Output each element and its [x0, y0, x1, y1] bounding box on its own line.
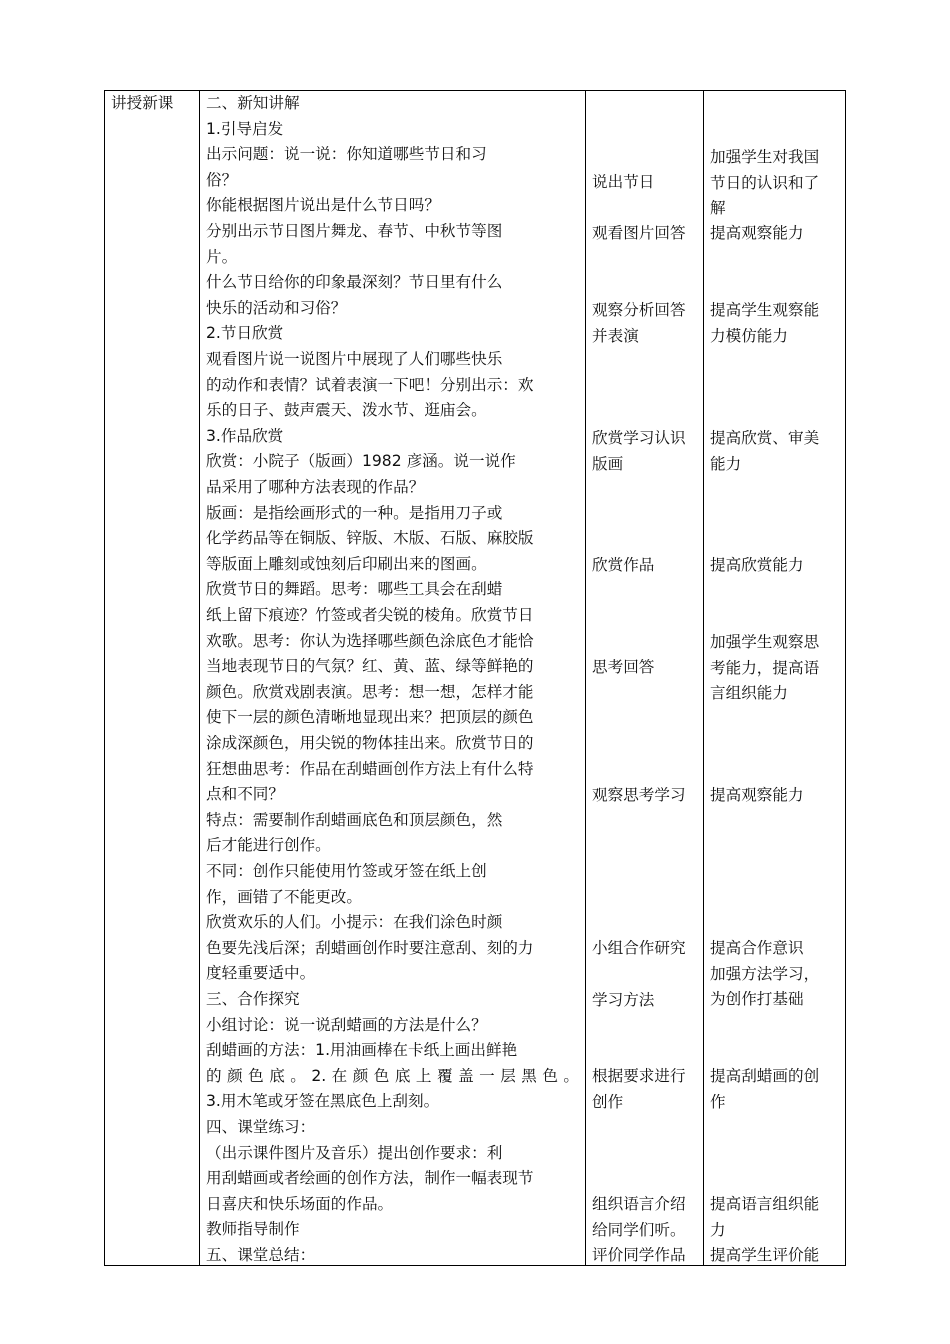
activity-line: 学习方法: [592, 991, 655, 1009]
content-line: 教师指导制作: [206, 1220, 300, 1239]
activity-line: 根据要求进行: [592, 1067, 686, 1085]
content-line: 化学药品等在铜版、锌版、木版、石版、麻胶版: [206, 529, 534, 548]
content-line: 用刮蜡画或者绘画的创作方法，制作一幅表现节: [206, 1169, 534, 1188]
intent-line: 言组织能力: [710, 684, 788, 703]
content-line: 2.节日欣赏: [206, 324, 284, 343]
content-line: 狂想曲思考：作品在刮蜡画创作方法上有什么特: [206, 759, 534, 778]
content-line: 点和不同？: [206, 785, 284, 804]
lesson-plan-table: [104, 90, 846, 1266]
content-line: 1.引导启发: [206, 119, 284, 138]
intent-line: 提高欣赏能力: [710, 556, 804, 574]
content-line: 小组讨论：说一说刮蜡画的方法是什么？: [206, 1015, 487, 1034]
content-line: 纸上留下痕迹？竹签或者尖锐的棱角。欣赏节日: [206, 606, 534, 624]
activity-line: 欣赏学习认识: [592, 429, 686, 447]
content-line: 当地表现节日的气氛？红、黄、蓝、绿等鲜艳的: [206, 657, 534, 676]
content-line: 三、合作探究: [206, 990, 300, 1008]
content-line: 日喜庆和快乐场面的作品。: [206, 1194, 394, 1213]
content-line: 涂成深颜色，用尖锐的物体挂出来。欣赏节日的: [206, 734, 534, 752]
content-line: 快乐的活动和习俗？: [206, 298, 347, 317]
content-line: 度轻重要适中。: [206, 964, 316, 983]
content-line: 四、课堂练习：: [206, 1118, 316, 1136]
intent-line: 力: [710, 1220, 726, 1239]
activity-line: 观察思考学习: [592, 786, 686, 804]
content-line: 欣赏：小院子（版画）1982 彦涵。说一说作: [206, 452, 516, 471]
section-label: 讲授新课: [111, 94, 174, 112]
intent-line: 提高观察能力: [710, 786, 804, 804]
content-line: 欣赏节日的舞蹈。思考：哪些工具会在刮蜡: [206, 580, 503, 599]
content-line: 欣赏欢乐的人们。小提示：在我们涂色时颜: [206, 913, 503, 932]
activity-line: 欣赏作品: [592, 556, 655, 574]
content-line: 分别出示节日图片舞龙、春节、中秋节等图: [206, 222, 503, 240]
activity-line: 给同学们听。: [592, 1220, 686, 1239]
content-line: 观看图片说一说图片中展现了人们哪些快乐: [206, 350, 503, 368]
content-line: 什么节日给你的印象最深刻？节日里有什么: [206, 273, 503, 292]
content-line: 俗？: [206, 170, 238, 189]
intent-line: 能力: [710, 454, 742, 473]
content-line: 欢歌。思考：你认为选择哪些颜色涂底色才能恰: [206, 631, 534, 650]
activity-line: 说出节日: [592, 173, 655, 191]
intent-line: 节日的认识和了: [710, 173, 820, 192]
intent-line: 提高欣赏、审美: [710, 429, 820, 447]
content-line: 的颜色底。2.在颜色底上覆盖一层黑色。: [206, 1066, 579, 1085]
content-line: 五、课堂总结：: [206, 1246, 316, 1264]
teaching-content-cell: [200, 91, 585, 1265]
activity-line: 小组合作研究: [592, 939, 686, 957]
content-line: （出示课件图片及音乐）提出创作要求：利: [206, 1143, 503, 1162]
intent-line: 力模仿能力: [710, 326, 788, 345]
content-line: 片。: [206, 247, 238, 266]
content-line: 不同：创作只能使用竹签或牙签在纸上创: [206, 862, 487, 880]
content-line: 等版面上雕刻或蚀刻后印刷出来的图画。: [206, 554, 487, 573]
activity-line: 组织语言介绍: [592, 1195, 686, 1213]
activity-line: 创作: [592, 1092, 624, 1111]
content-line: 特点：需要制作刮蜡画底色和顶层颜色，然: [206, 810, 503, 829]
intent-line: 加强学生观察思: [710, 633, 820, 651]
intent-line: 提高合作意识: [710, 939, 804, 957]
intent-line: 为创作打基础: [710, 990, 804, 1009]
activity-line: 并表演: [592, 326, 639, 345]
content-line: 作，画错了不能更改。: [206, 887, 362, 906]
content-line: 刮蜡画的方法：1.用油画棒在卡纸上画出鲜艳: [206, 1041, 518, 1060]
content-line: 版画：是指绘画形式的一种。是指用刀子或: [206, 503, 503, 522]
intent-line: 提高刮蜡画的创: [710, 1067, 820, 1085]
intent-line: 加强方法学习，: [710, 964, 820, 983]
design-intent-cell: [704, 91, 844, 1265]
content-line: 二、新知讲解: [206, 94, 300, 112]
content-line: 乐的日子、鼓声震天、泼水节、逛庙会。: [206, 401, 487, 420]
intent-line: 解: [710, 199, 726, 218]
intent-line: 提高学生评价能: [710, 1246, 820, 1265]
intent-line: 提高语言组织能: [710, 1195, 820, 1213]
activity-line: 评价同学作品: [592, 1246, 686, 1265]
content-line: 3.用木笔或牙签在黑底色上刮刻。: [206, 1092, 440, 1111]
content-line: 你能根据图片说出是什么节日吗？: [206, 196, 440, 215]
content-line: 色要先浅后深；刮蜡画创作时要注意刮、刻的力: [206, 938, 534, 957]
activity-line: 思考回答: [592, 658, 655, 676]
activity-line: 观察分析回答: [592, 301, 686, 319]
intent-line: 提高观察能力: [710, 224, 804, 242]
content-line: 3.作品欣赏: [206, 426, 284, 445]
intent-line: 考能力，提高语: [710, 658, 820, 677]
content-line: 颜色。欣赏戏剧表演。思考：想一想，怎样才能: [206, 682, 534, 701]
student-activity-cell: [586, 91, 703, 1265]
content-line: 后才能进行创作。: [206, 836, 331, 855]
intent-line: 提高学生观察能: [710, 301, 820, 319]
activity-line: 版画: [592, 454, 624, 473]
intent-line: 作: [710, 1092, 726, 1111]
content-line: 品采用了哪种方法表现的作品？: [206, 478, 425, 496]
content-line: 出示问题：说一说：你知道哪些节日和习: [206, 145, 487, 164]
activity-line: 观看图片回答: [592, 224, 686, 242]
content-line: 使下一层的颜色清晰地显现出来？把顶层的颜色: [206, 708, 534, 727]
intent-line: 加强学生对我国: [710, 148, 820, 166]
content-line: 的动作和表情？试着表演一下吧！分别出示：欢: [206, 375, 534, 394]
section-label-cell: [105, 91, 199, 1265]
